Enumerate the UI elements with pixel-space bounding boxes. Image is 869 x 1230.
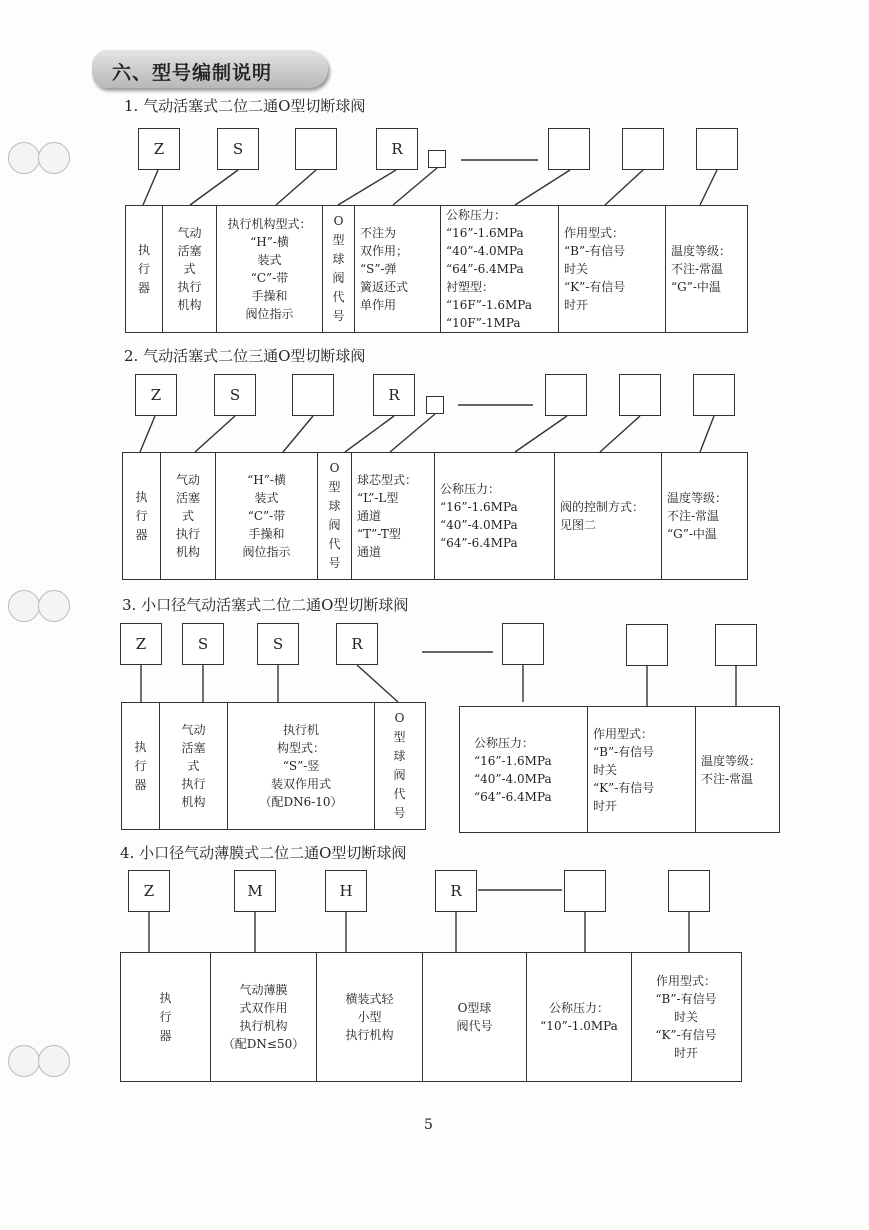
section-title: 六、型号编制说明	[112, 62, 273, 84]
diagram-4-heading: 4. 小口径气动薄膜式二位二通O型切断球阀	[120, 844, 407, 862]
code-box-operation	[668, 870, 710, 912]
cell-mount-type: 执行机 构型式： “S”-竖 装双作用式 （配DN6-10）	[228, 703, 375, 829]
cell-pressure: 公称压力： “10”-1.0MPa	[527, 953, 632, 1081]
cell-mount-type: 执行机构型式： “H”-横 装式 “C”-带 手操和 阀位指示	[217, 206, 323, 332]
code-box-pressure	[564, 870, 606, 912]
code-box-mount: S	[257, 623, 299, 665]
diagram-2-heading: 2. 气动活塞式二位三通O型切断球阀	[124, 347, 366, 365]
code-box-pressure	[502, 623, 544, 665]
code-box-temperature	[715, 624, 757, 666]
code-box-pressure	[545, 374, 587, 416]
code-box-mount: H	[325, 870, 367, 912]
diagram-1-heading: 1. 气动活塞式二位二通O型切断球阀	[124, 97, 366, 115]
cell-ball-valve-code: O 型 球 阀 代 号	[318, 453, 352, 579]
cell-core-type: 球芯型式： “L”-L型 通道 “T”-T型 通道	[352, 453, 435, 579]
cell-ball-valve-code: O 型 球 阀 代 号	[393, 711, 406, 820]
cell-pressure: 公称压力： “16”-1.6MPa “40”-4.0MPa “64”-6.4MPa	[435, 453, 555, 579]
diagram-4-table	[120, 952, 742, 1082]
cell-temperature: 温度等级： 不注-常温	[701, 753, 762, 786]
code-box-ball-type: R	[376, 128, 418, 170]
code-box-control	[619, 374, 661, 416]
code-box-operation	[622, 128, 664, 170]
cell-drive-type: 气动 活塞 式 执行 机构	[163, 206, 217, 332]
diagram-3-table-right	[459, 706, 780, 833]
cell-pressure: 公称压力： “16”-1.6MPa “40”-4.0MPa “64”-6.4MPa 衬塑型： “16F”-1.6MPa “10F”-1MPa	[441, 206, 559, 332]
code-box-drive: M	[234, 870, 276, 912]
diagram-3-heading: 3. 小口径气动活塞式二位二通O型切断球阀	[122, 596, 409, 614]
cell-operation: 作用型式： “B”-有信号 时关 “K”-有信号 时开	[655, 974, 717, 1060]
code-box-drive: S	[182, 623, 224, 665]
code-box-pressure	[548, 128, 590, 170]
cell-operation: 作用型式： “B”-有信号 时关 “K”-有信号 时开	[588, 707, 696, 832]
code-box-drive: S	[217, 128, 259, 170]
cell-mount-type: “H”-横 装式 “C”-带 手操和 阀位指示	[216, 453, 318, 579]
cell-actuator: 执 行 器	[122, 703, 160, 829]
code-box-actuator: Z	[138, 128, 180, 170]
cell-drive-type: 气动 活塞 式 执行 机构	[160, 703, 228, 829]
code-box-actuator: Z	[135, 374, 177, 416]
cell-mount-type: 横装式轻 小型 执行机构	[317, 953, 423, 1081]
code-box-actuator: Z	[128, 870, 170, 912]
diagram-2-table	[122, 452, 748, 580]
cell-control-method: 阀的控制方式： 见图二	[555, 453, 662, 579]
code-box-temperature	[693, 374, 735, 416]
cell-temperature: 温度等级： 不注-常温 “G”-中温	[671, 244, 732, 294]
cell-ball-valve-code: O 型 球 阀 代 号	[323, 206, 355, 332]
cell-ball-valve-code: O型球 阀代号	[423, 953, 527, 1081]
code-box-drive: S	[214, 374, 256, 416]
cell-drive-type: 气动薄膜 式双作用 执行机构 （配DN≤50）	[211, 953, 317, 1081]
cell-action-type: 不注为 双作用； “S”-弹 簧返还式 单作用	[355, 206, 441, 332]
code-box-core-small	[426, 396, 444, 414]
code-box-actuator: Z	[120, 623, 162, 665]
code-box-mount	[295, 128, 337, 170]
cell-actuator: 执 行 器	[121, 953, 211, 1081]
diagram-3-table-left	[121, 702, 426, 830]
cell-operation: 作用型式： “B”-有信号 时关 “K”-有信号 时开	[559, 206, 666, 332]
code-box-mount	[292, 374, 334, 416]
code-box-ball-type: R	[435, 870, 477, 912]
page-number: 5	[424, 1117, 433, 1133]
cell-drive-type: 气动 活塞 式 执行 机构	[161, 453, 216, 579]
cell-temperature: 温度等级： 不注-常温 “G”-中温	[667, 491, 728, 541]
cell-pressure: 公称压力： “16”-1.6MPa “40”-4.0MPa “64”-6.4MPa	[460, 707, 588, 832]
code-box-ball-type: R	[336, 623, 378, 665]
code-box-temperature	[696, 128, 738, 170]
cell-actuator: 执 行 器	[126, 206, 163, 332]
code-box-action-small	[428, 150, 446, 168]
diagram-1-table	[125, 205, 748, 333]
cell-actuator: 执 行 器	[123, 453, 161, 579]
code-box-operation	[626, 624, 668, 666]
code-box-ball-type: R	[373, 374, 415, 416]
